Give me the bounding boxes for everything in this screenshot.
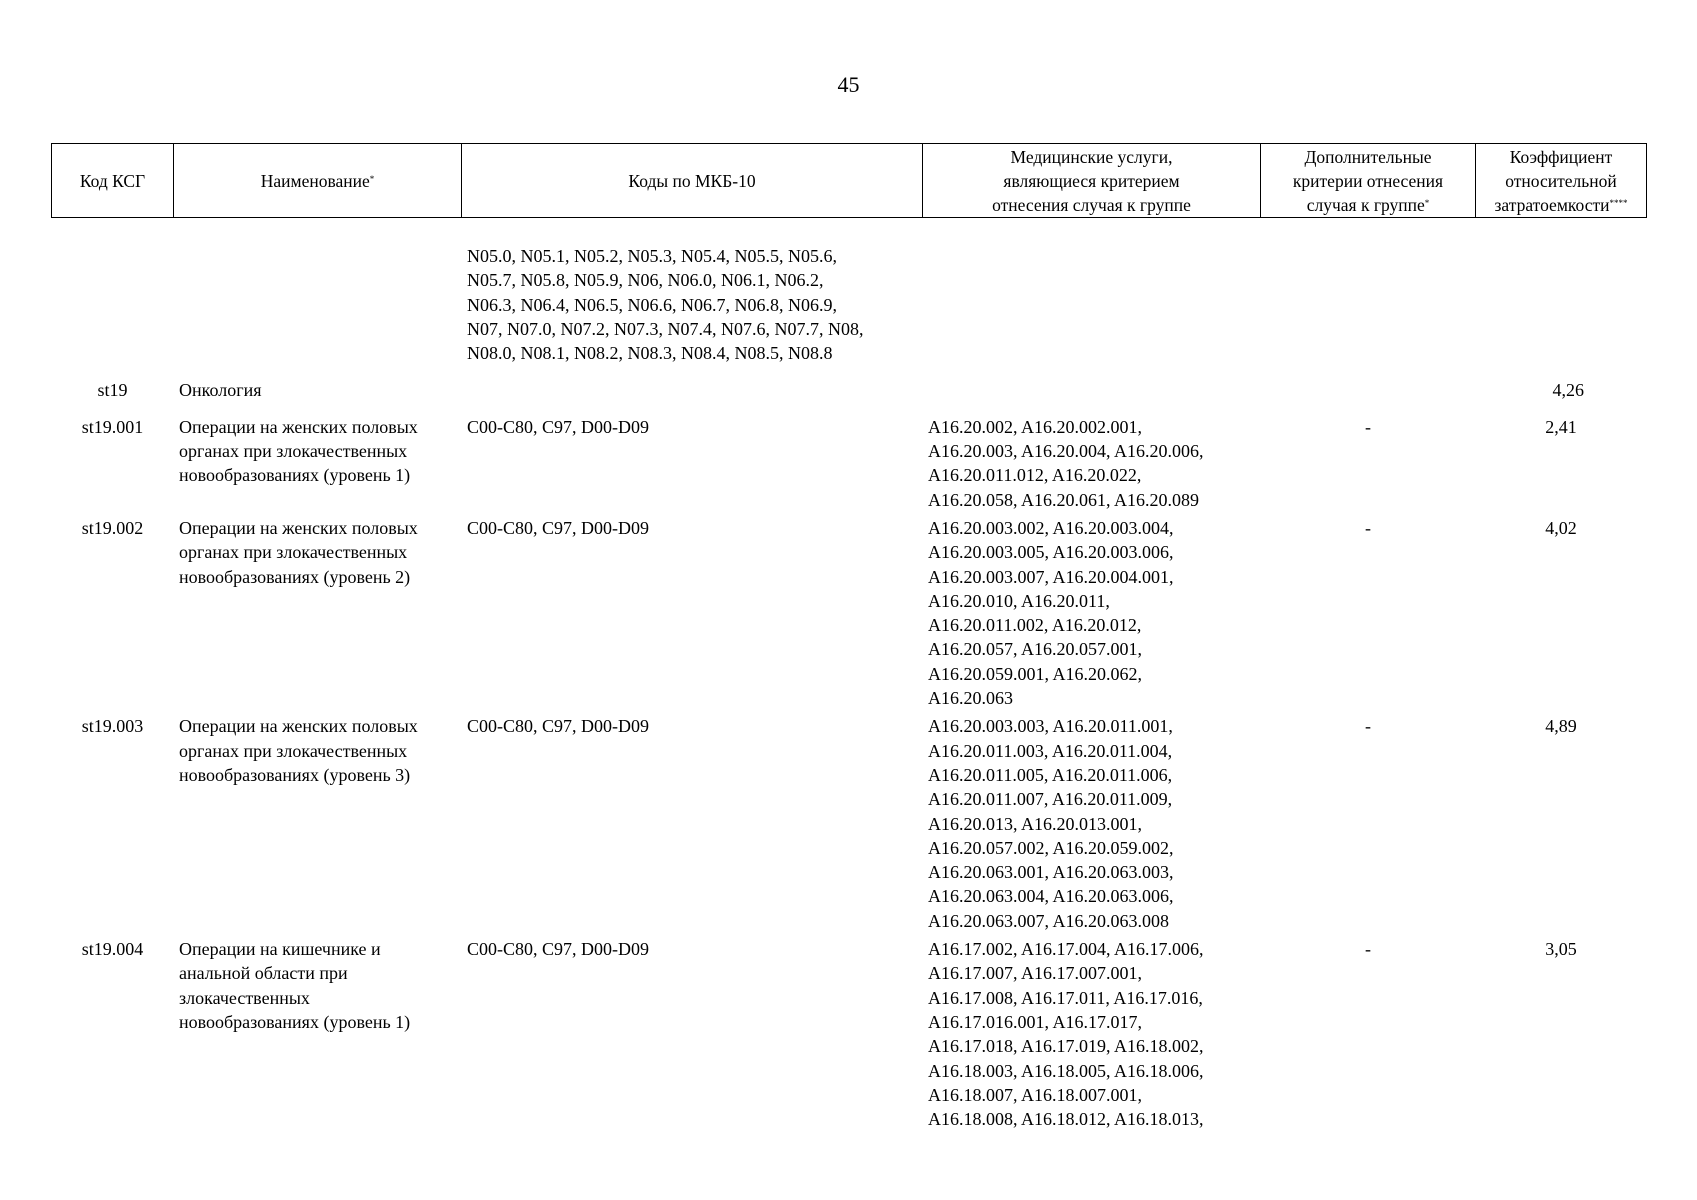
header-mkb: Коды по МКБ-10 bbox=[462, 144, 923, 218]
row-mkb: C00-C80, C97, D00-D09 bbox=[467, 716, 650, 737]
table-row bbox=[51, 415, 1646, 516]
row-extra-criteria: - bbox=[1365, 517, 1371, 538]
header-coef-footnote-mark: **** bbox=[1609, 197, 1628, 208]
row-services: A16.20.003.003, A16.20.011.001, A16.20.011.003, A16.20.011.004, A16.20.011.005, A16.20.011.006, A16.20.011.007, A16.20.011.009, A16.20.013, A16.20.013.001, A16.20.057.002, A16.20.059.002, A16.20.063.001, A16.20.063.003, A16.20.063.004, A16.20.063.006, A16.20.063.007, A16.20.063.008 bbox=[928, 716, 1174, 931]
table-header bbox=[51, 143, 1647, 218]
row-extra-criteria: - bbox=[1365, 716, 1371, 737]
row-extra-criteria: - bbox=[1365, 416, 1371, 437]
row-name: Операции на женских половых органах при злокачественных новообразованиях (уровень 3) bbox=[179, 716, 418, 785]
group-name: Онкология bbox=[179, 380, 262, 401]
mkb-codes-continuation: N05.0, N05.1, N05.2, N05.3, N05.4, N05.5, N05.6, N05.7, N05.8, N05.9, N06, N06.0, N06.1, N06.2, N06.3, N06.4, N06.5, N06.6, N06.7, N06.8, N06.9, N07, N07.0, N07.2, N07.3, N07.4, N07.6, N07.7, N08, N08.0, N08.1, N08.2, N08.3, N08.4, N08.5, N08.8 bbox=[467, 246, 864, 364]
group-code: st19 bbox=[97, 380, 128, 401]
row-coefficient: 4,02 bbox=[1545, 517, 1577, 538]
header-name-footnote-mark: * bbox=[369, 173, 375, 184]
row-coefficient: 2,41 bbox=[1545, 416, 1577, 437]
row-coefficient: 3,05 bbox=[1545, 939, 1577, 960]
header-extra-criteria: Дополнительные критерии отнесения случая к группе* bbox=[1261, 144, 1476, 218]
row-name: Операции на женских половых органах при злокачественных новообразованиях (уровень 1) bbox=[179, 416, 418, 486]
row-mkb: C00-C80, C97, D00-D09 bbox=[467, 517, 650, 538]
row-extra-criteria: - bbox=[1365, 939, 1371, 960]
header-services: Медицинские услуги, являющиеся критерием отнесения случая к группе bbox=[923, 144, 1261, 218]
header-code: Код КСГ bbox=[52, 144, 174, 218]
row-name: Операции на женских половых органах при злокачественных новообразованиях (уровень 2) bbox=[179, 517, 418, 587]
table-row-group bbox=[51, 370, 1646, 414]
row-mkb: C00-C80, C97, D00-D09 bbox=[467, 939, 650, 960]
row-services: A16.20.002, A16.20.002.001, A16.20.003, A16.20.004, A16.20.006, A16.20.011.012, A16.20.022, A16.20.058, A16.20.061, A16.20.089 bbox=[928, 416, 1204, 510]
row-services: A16.20.003.002, A16.20.003.004, A16.20.003.005, A16.20.003.006, A16.20.003.007, A16.20.004.001, A16.20.010, A16.20.011, A16.20.011.002, A16.20.012, A16.20.057, A16.20.057.001, A16.20.059.001, A16.20.062, A16.20.063 bbox=[928, 517, 1174, 709]
header-coefficient: Коэффициент относительной затратоемкости**** bbox=[1476, 144, 1647, 218]
page-number: 45 bbox=[837, 72, 860, 97]
table-row bbox=[51, 714, 1646, 937]
row-mkb: C00-C80, C97, D00-D09 bbox=[467, 416, 650, 437]
row-code: st19.003 bbox=[81, 716, 144, 737]
row-code: st19.001 bbox=[81, 416, 144, 437]
group-coefficient: 4,26 bbox=[1552, 380, 1584, 401]
row-services: A16.17.002, A16.17.004, A16.17.006, A16.17.007, A16.17.007.001, A16.17.008, A16.17.011, A16.17.016, A16.17.016.001, A16.17.017, A16.17.018, A16.17.019, A16.18.002, A16.18.003, A16.18.005, A16.18.006, A16.18.007, A16.18.007.001, A16.18.008, A16.18.012, A16.18.013, bbox=[928, 939, 1204, 1130]
table-row bbox=[51, 516, 1646, 714]
table-body bbox=[51, 244, 1646, 1135]
row-name: Операции на кишечнике и анальной области при злокачественных новообразованиях (уровень 1) bbox=[179, 939, 411, 1032]
header-extra-footnote-mark: * bbox=[1424, 197, 1430, 208]
row-code: st19.002 bbox=[81, 517, 144, 538]
table-row-continuation bbox=[51, 244, 1646, 370]
row-code: st19.004 bbox=[81, 939, 144, 960]
table-row bbox=[51, 937, 1646, 1135]
header-name: Наименование* bbox=[174, 144, 462, 218]
row-coefficient: 4,89 bbox=[1545, 716, 1577, 737]
